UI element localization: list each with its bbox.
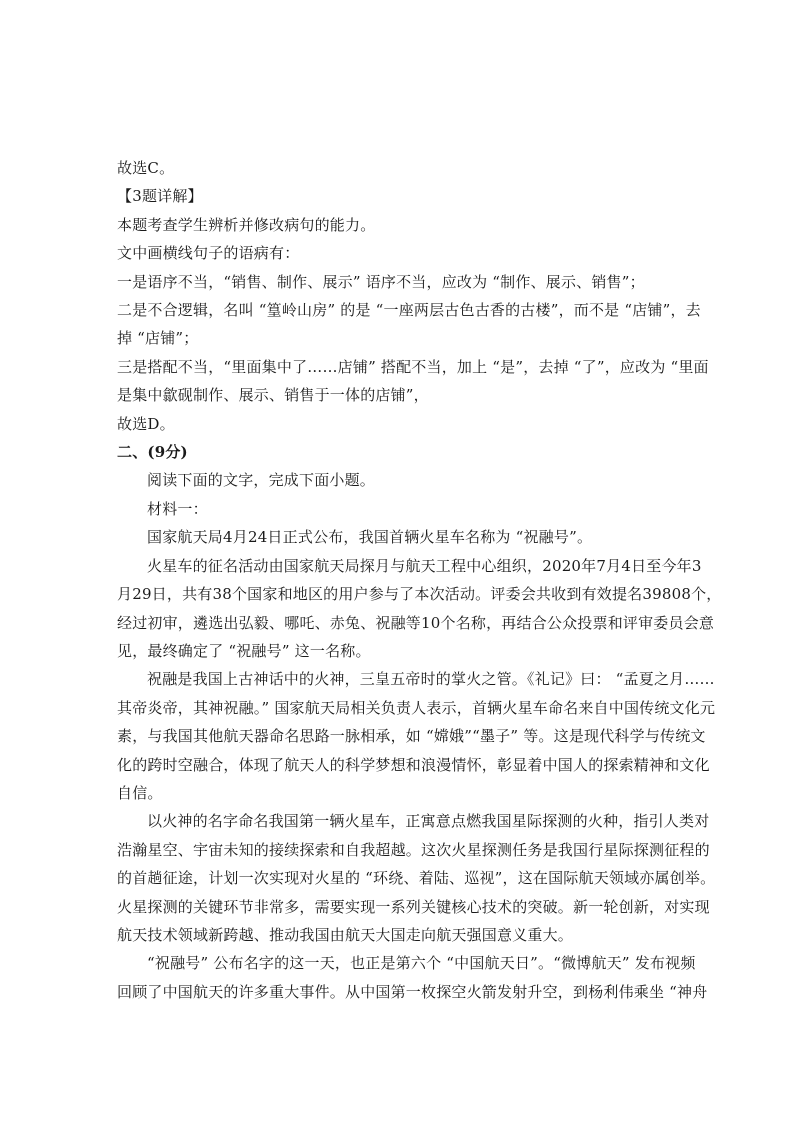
text-line: 掉 “店铺”； [117,329,199,348]
text-line: 是集中歙砚制作、展示、销售于一体的店铺”， [117,386,429,405]
text-line: 二是不合逻辑，名叫 “篁岭山房” 的是 “一座两层古色古香的古楼”，而不是 “店铺”，去 [117,301,701,320]
text-line: 一是语序不当，“销售、制作、展示” 语序不当，应改为 “制作、展示、销售”； [117,272,645,291]
text-line: 见，最终确定了 “祝融号” 这一名称。 [117,641,371,660]
text-line: 月29日，共有38个国家和地区的用户参与了本次活动。评委会共收到有效提名39808个， [117,585,722,604]
document-page [117,154,722,1006]
text-line: 其帝炎帝，其神祝融。” 国家航天局相关负责人表示，首辆火星车命名来自中国传统文化元 [117,698,716,717]
text-line: 文中画横线句子的语病有： [117,244,300,263]
text-line: 经过初审，遴选出弘毅、哪吒、赤兔、祝融等10个名称，再结合公众投票和评审委员会意 [117,613,715,632]
text-line: 火星探测的关键环节非常多，需要实现一系列关键核心技术的突破。新一轮创新，对实现 [117,897,710,916]
text-line: 化的跨时空融合，体现了航天人的科学梦想和浪漫情怀，彰显着中国人的探索精神和文化 [117,755,710,774]
text-line: 回顾了中国航天的许多重大事件。从中国第一枚探空火箭发射升空，到杨利伟乘坐 “神舟 [117,982,708,1001]
section-heading: 二、(9分) [117,443,188,462]
text-line: “祝融号” 公布名字的这一天，也正是第六个 “中国航天日”。“微博航天” 发布视频 [147,954,696,973]
text-line: 材料一： [147,499,208,518]
text-line: 本题考查学生辨析并修改病句的能力。 [117,215,376,234]
text-line: 航天技术领域新跨越、推动我国由航天大国走向航天强国意义重大。 [117,925,574,944]
text-line: 【3题详解】 [117,187,203,206]
text-line: 以火神的名字命名我国第一辆火星车，正寓意点燃我国星际探测的火种，指引人类对 [147,812,710,831]
text-line: 祝融是我国上古神话中的火神，三皇五帝时的掌火之管。《礼记》曰： “孟夏之月…… [147,670,715,689]
text-line: 浩瀚星空、宇宙未知的接续探索和自我超越。这次火星探测任务是我国行星际探测征程的 [117,840,710,859]
text-line: 素，与我国其他航天器命名思路一脉相承，如 “嫦娥”“墨子” 等。这是现代科学与传统文 [117,727,706,746]
text-line: 国家航天局4月24日正式公布，我国首辆火星车名称为 “祝融号”。 [147,528,593,547]
text-line: 三是搭配不当，“里面集中了……店铺” 搭配不当，加上 “是”，去掉 “了”，应改为 “里面 [117,357,709,376]
text-line: 火星车的征名活动由国家航天局探月与航天工程中心组织，2020年7月4日至今年3 [147,556,702,575]
text-line: 故选C。 [117,159,175,177]
text-line: 自信。 [117,783,163,802]
text-line: 阅读下面的文字，完成下面小题。 [147,471,376,490]
text-line: 故选D。 [117,414,175,433]
text-line: 的首趟征途，计划一次实现对火星的 “环绕、着陆、巡视”，这在国际航天领域亦属创举。 [117,869,716,888]
